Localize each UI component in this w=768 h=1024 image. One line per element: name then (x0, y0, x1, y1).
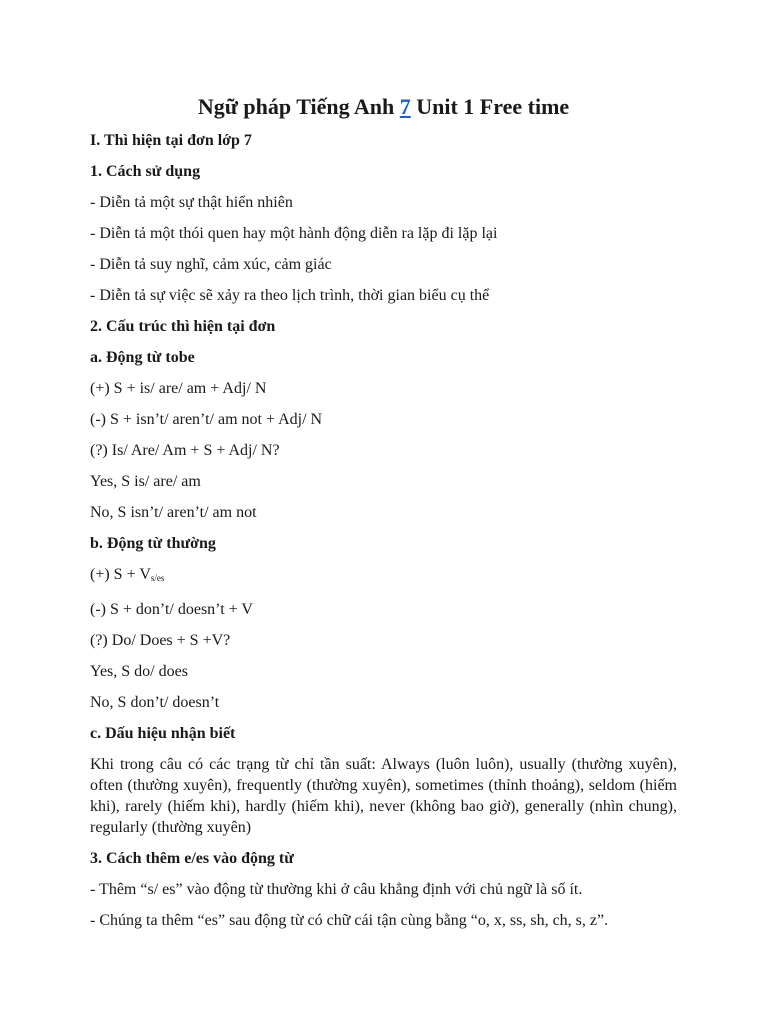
rule-item: - Thêm “s/ es” vào động từ thường khi ở câu khẳng định với chủ ngữ là số ít. (90, 881, 583, 898)
subheading-tobe: a. Động từ tobe (90, 349, 195, 366)
regular-formula: (-) S + don’t/ doesn’t + V (90, 601, 253, 618)
usage-item: - Diễn tả suy nghĩ, cảm xúc, cảm giác (90, 256, 332, 273)
tobe-formula: No, S isn’t/ aren’t/ am not (90, 504, 257, 521)
tobe-formula: (+) S + is/ are/ am + Adj/ N (90, 380, 267, 397)
regular-formula: Yes, S do/ does (90, 663, 188, 680)
document-title (90, 92, 677, 122)
regular-formula-positive-subscript: s/es (150, 573, 165, 583)
section-heading-present-simple: I. Thì hiện tại đơn lớp 7 (90, 132, 252, 149)
usage-item: - Diễn tả sự việc sẽ xảy ra theo lịch trình, thời gian biểu cụ thể (90, 287, 490, 304)
regular-formula-positive-main: (+) S + V (90, 566, 151, 583)
subheading-structure: 2. Cấu trúc thì hiện tại đơn (90, 318, 276, 335)
subheading-regular-verbs: b. Động từ thường (90, 535, 216, 552)
usage-item: - Diễn tả một thói quen hay một hành động diễn ra lặp đi lặp lại (90, 225, 498, 242)
tobe-formula: (?) Is/ Are/ Am + S + Adj/ N? (90, 442, 280, 459)
signs-paragraph: Khi trong câu có các trạng từ chỉ tần suất: Always (luôn luôn), usually (thường xuyên), often (thường xuyên), frequently (thường xuyên), sometimes (thỉnh thoảng), seldom (hiếm khi), rarely (hiếm khi), hardly (hiếm khi), never (không bao giờ), generally (nhìn chung), regularly (thường xuyên) (90, 756, 677, 836)
subheading-signs: c. Dấu hiệu nhận biết (90, 725, 236, 742)
title-link[interactable]: 7 (399, 94, 411, 119)
tobe-formula: (-) S + isn’t/ aren’t/ am not + Adj/ N (90, 411, 323, 428)
rule-item: - Chúng ta thêm “es” sau động từ có chữ cái tận cùng bằng “o, x, ss, sh, ch, s, z”. (90, 912, 609, 929)
regular-formula: (?) Do/ Does + S +V? (90, 632, 231, 649)
title-text-after: Unit 1 Free time (410, 94, 570, 119)
subheading-add-es: 3. Cách thêm e/es vào động từ (90, 850, 294, 867)
subheading-usage: 1. Cách sử dụng (90, 163, 201, 180)
title-text-before: Ngữ pháp Tiếng Anh (197, 94, 400, 119)
tobe-formula: Yes, S is/ are/ am (90, 473, 201, 490)
regular-formula: No, S don’t/ doesn’t (90, 694, 220, 711)
document-page (90, 92, 677, 941)
usage-item: - Diễn tả một sự thật hiển nhiên (90, 194, 293, 211)
regular-formula-positive (90, 564, 677, 589)
